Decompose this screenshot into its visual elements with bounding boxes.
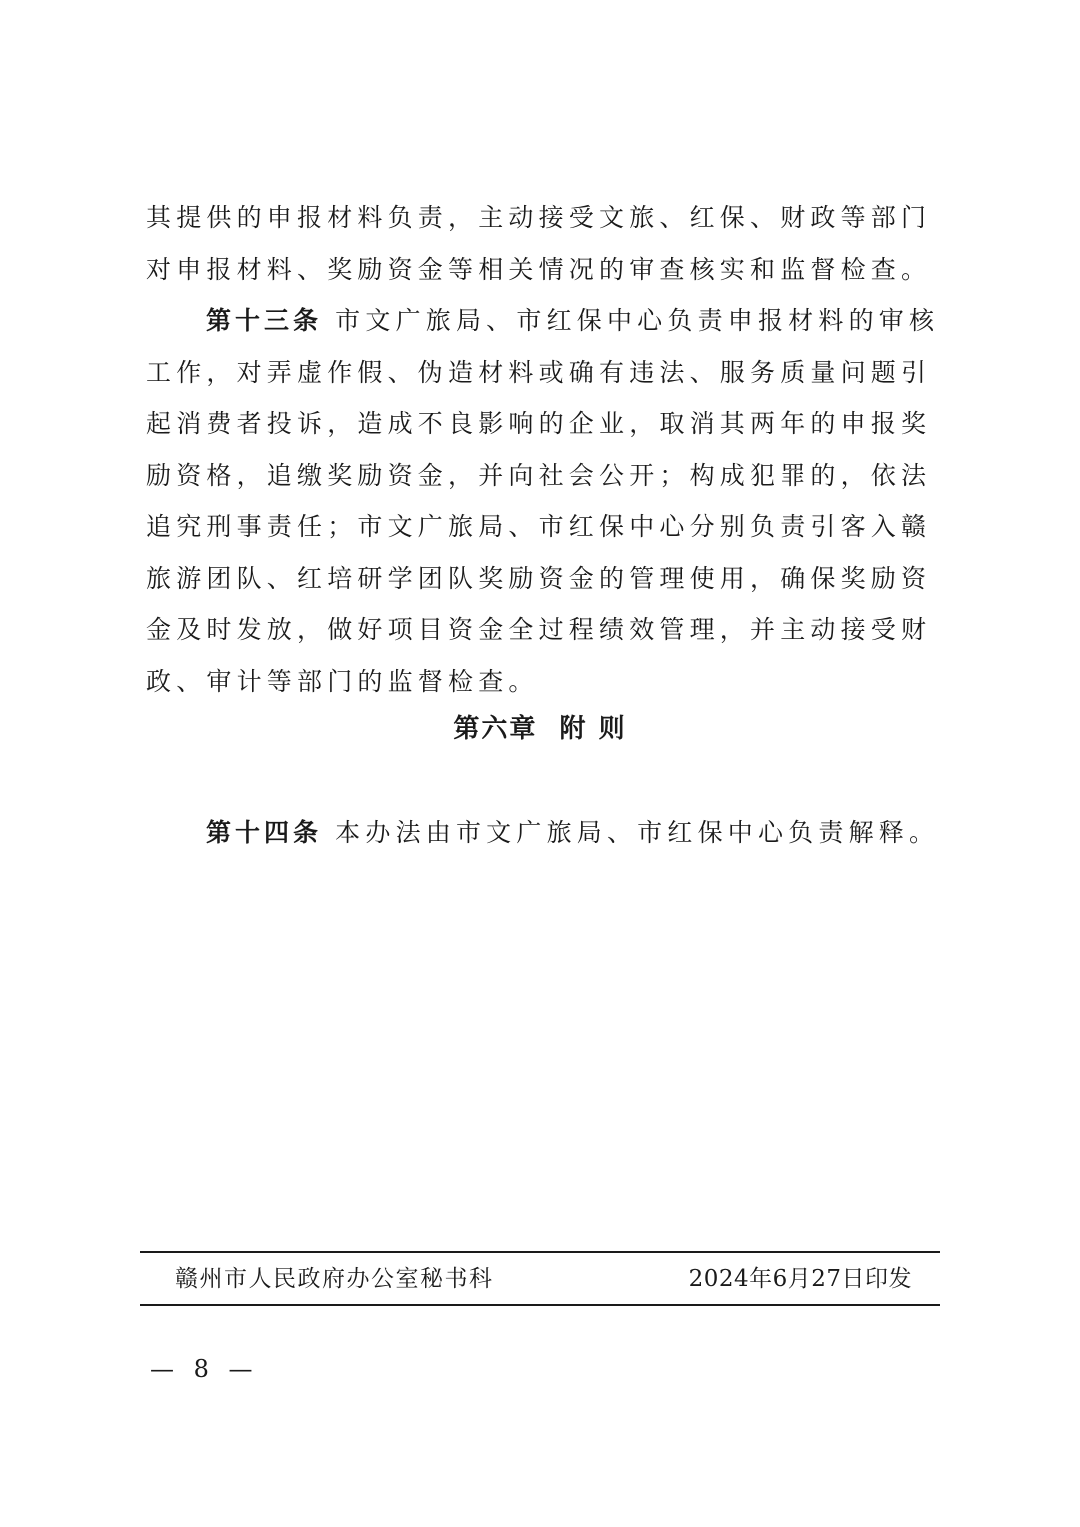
article-14-text: 本办法由市文广旅局、市红保中心负责解释。 bbox=[335, 818, 940, 847]
paragraph-article-14 bbox=[146, 807, 946, 859]
page-number: — 8 — bbox=[150, 1355, 259, 1383]
chapter-title: 第六章 附 则 bbox=[453, 714, 627, 744]
article-14-number: 第十四条 bbox=[206, 818, 323, 847]
paragraph-article-13 bbox=[146, 295, 946, 707]
document-body bbox=[146, 192, 946, 707]
footer-bottom-rule bbox=[140, 1304, 940, 1306]
article-13-text: 市文广旅局、市红保中心负责申报材料的审核工作，对弄虚作假、伪造材料或确有违法、服务质量问题引起消费者投诉，造成不良影响的企业，取消其两年的申报奖励资格，追缴奖励资金，并向社会公开；构成犯罪的，依法追究刑事责任；市文广旅局、市红保中心分别负责引客入赣旅游团队、红培研学团队奖励资金的管理使用，确保奖励资金及时发放，做好项目资金全过程绩效管理，并主动接受财政、审计等部门的监督检查。 bbox=[146, 306, 940, 696]
footer-top-rule bbox=[140, 1251, 940, 1253]
footer-date: 2024年6月27日印发 bbox=[688, 1266, 912, 1292]
paragraph-continuation: 其提供的申报材料负责，主动接受文旅、红保、财政等部门对申报材料、奖励资金等相关情况的审查核实和监督检查。 bbox=[146, 203, 932, 284]
article-13-number: 第十三条 bbox=[206, 306, 323, 335]
footer-issuer: 赣州市人民政府办公室秘书科 bbox=[175, 1266, 494, 1292]
